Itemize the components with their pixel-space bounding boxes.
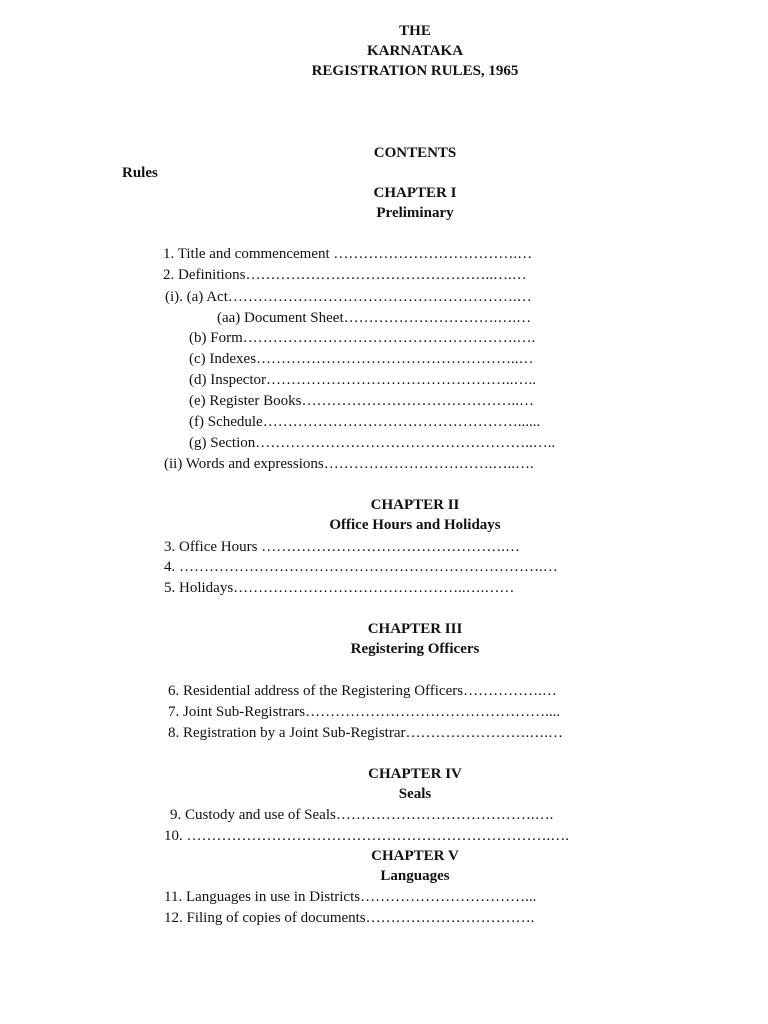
chapter-title: CHAPTER I: [373, 185, 457, 201]
toc-entry: 11. Languages in use in Districts……………………………...: [164, 889, 537, 905]
chapter-subtitle: Seals: [398, 786, 432, 802]
chapter-subtitle: Languages: [380, 868, 450, 884]
chapter-title: CHAPTER V: [371, 848, 459, 864]
toc-entry: 3. Office Hours ………………………………………….…: [164, 539, 520, 555]
toc-entry: 4. ……………………………………………………………….…: [164, 559, 558, 575]
toc-entry: (c) Indexes……………………………………………..…: [189, 351, 534, 367]
toc-entry: 8. Registration by a Joint Sub-Registrar…………………….….…: [168, 725, 563, 741]
toc-entry: (i). (a) Act………………………………………………….…: [165, 289, 532, 305]
toc-entry: 6. Residential address of the Registering Officers…………….…: [168, 683, 557, 699]
toc-entry: 5. Holidays………………………………………..….……: [164, 580, 515, 596]
toc-entry: (g) Section………………………………………………..…..: [189, 435, 556, 451]
contents-heading: CONTENTS: [373, 145, 457, 161]
toc-entry: 10. ……………………………………………………………….….: [164, 828, 569, 844]
chapter-subtitle: Preliminary: [376, 205, 454, 221]
toc-entry: (aa) Document Sheet………………………….….…: [217, 310, 532, 326]
chapter-title: CHAPTER IV: [368, 766, 462, 782]
chapter-subtitle: Registering Officers: [350, 641, 480, 657]
rules-label: Rules: [122, 165, 158, 181]
chapter-title: CHAPTER II: [370, 497, 460, 513]
toc-entry: 2. Definitions…………………………………………..….…: [163, 267, 527, 283]
toc-entry: 12. Filing of copies of documents…………………………….: [164, 910, 535, 926]
chapter-title: CHAPTER III: [367, 621, 463, 637]
toc-entry: 1. Title and commencement ……………………………….…: [163, 246, 533, 262]
doc-title-the: THE: [399, 23, 431, 39]
chapter-subtitle: Office Hours and Holidays: [329, 517, 501, 533]
doc-title-rules: REGISTRATION RULES, 1965: [311, 63, 519, 79]
toc-entry: 9. Custody and use of Seals………………………………….….: [170, 807, 554, 823]
toc-entry: (e) Register Books……………………………………..…: [189, 393, 534, 409]
toc-entry: (f) Schedule……………………………………………......: [189, 414, 541, 430]
toc-entry: 7. Joint Sub-Registrars…………………………………………....: [168, 704, 561, 720]
toc-entry: (d) Inspector…………………………………………..…..: [189, 372, 537, 388]
doc-title-karnataka: KARNATAKA: [366, 43, 464, 59]
toc-entry: (b) Form……………………………………………….….: [189, 330, 536, 346]
toc-entry: (ii) Words and expressions…………………………….…..….: [164, 456, 534, 472]
